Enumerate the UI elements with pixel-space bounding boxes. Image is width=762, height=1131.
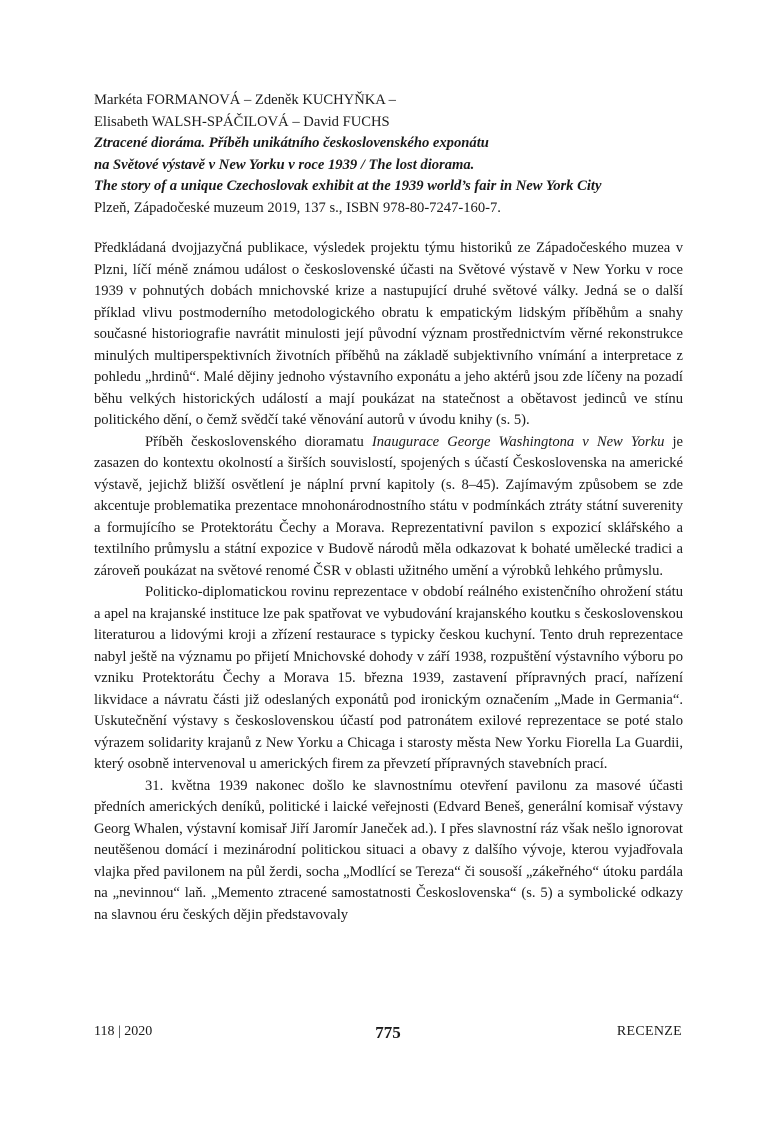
paragraph-1: Předkládaná dvojjazyčná publikace, výsledek projektu týmu historiků ze Západočeského muzea v Plzni, líčí méně známou událost o československé účasti na Světové výstavě v New Yorku v roce 1939 v pohnutých dobách mnichovské krize a nastupující druhé světové války. Jedná se o další příklad vlivu postmoderního metodologického obratu k empatickým lidským příběhům a snahy současné historiografie navrátit minulosti její původní význam prostřednictvím věrné rekonstrukce minulých multiperspektivních životních příběhů na základě subjektivního vnímání a interpretace z pohledu „hrdinů“. Malé dějiny jednoho výstavního exponátu a jeho aktérů jsou zde líčeny na pozadí běhu velkých historických událostí a mají poukázat na statečnost a obětavost jedinců ve stínu politického dění, o čemž svědčí také věnování autorů v úvodu knihy (s. 5). bbox=[94, 240, 683, 428]
page-number: 775 bbox=[375, 1023, 401, 1042]
journal-volume: 118 | 2020 bbox=[94, 1024, 153, 1039]
book-title-line-1: Ztracené dioráma. Příběh unikátního československého exponátu bbox=[94, 135, 489, 152]
paragraph-4: 31. května 1939 nakonec došlo ke slavnostnímu otevření pavilonu za masové účasti předních amerických deníků, politické i laické veřejnosti (Edvard Beneš, generální komisař výstavy Georg Whalen, výstavní komisař Jiří Jaromír Janeček ad.). I přes slavnostní ráz však nešlo ignorovat neutěšenou domácí i mezinárodní politickou situaci a obavy z dalšího vývoje, kterou vyjadřovala vlajka před pavilonem na půl žerdi, socha „Modlící se Tereza“ či sousoší „zákeřného“ útoku pardála na „nevinnou“ laň. „Memento ztracené samostatnosti Československa“ (s. 5) a symbolické odkazy na slavnou éru českých dějin představovaly bbox=[94, 777, 683, 923]
review-body bbox=[94, 238, 683, 926]
book-title-line-3: The story of a unique Czechoslovak exhibit at the 1939 world’s fair in New York City bbox=[94, 178, 602, 195]
diorama-title: Inaugurace George Washingtona v New Yorku bbox=[371, 433, 665, 450]
section-label: RECENZE bbox=[616, 1024, 682, 1039]
paragraph-2 bbox=[94, 432, 683, 583]
paragraph-3: Politicko-diplomatickou rovinu reprezentace v období reálného existenčního ohrožení státu a apel na krajanské instituce lze pak spatřovat ve vybudování krajanského koutku s československou literaturou a lidovými kroji a zřízení restaurace s typicky českou kuchyní. Tento druh reprezentace nabyl ještě na významu po přijetí Mnichovské dohody v září 1938, rozpuštění výstavního výboru po vzniku Protektorátu Čechy a Morava 15. března 1939, zastavení přípravných prací, nařízení likvidace a návratu části již odeslaných exponátů pod ironickým označením „Made in Germania“. Uskutečnění výstavy s československou účastí pod patronátem exilové reprezentace se poté stalo výrazem solidarity krajanů z New Yorku a Chicaga i starosty města New Yorku Fiorella La Guardii, který osobně intervenoval u amerických firem za převzetí přípravných stavebních prací. bbox=[94, 584, 683, 772]
authors-line-2: Elisabeth WALSH-SPÁČILOVÁ – David FUCHS bbox=[94, 113, 390, 130]
publication-info: Plzeň, Západočeské muzeum 2019, 137 s., ISBN 978-80-7247-160-7. bbox=[94, 199, 501, 216]
paragraph-2-rest: je zasazen do kontextu okolností a širších souvislostí, spojených s účastí Československa na americké výstavě, jejichž bližší osvětlení je náplní první kapitoly (s. 8–45). Zajímavým způsobem se zde akcentuje problematika prezentace mnohonárodnostního státu v podmínkách ztráty státní suverenity a formujícího se Protektorátu Čechy a Morava. Reprezentativní pavilon s expozicí sklářského a textilního průmyslu a státní expozice v Budově národů měla odkazovat k bohaté umělecké tradici a zároveň poukázat na světové renomé ČSR v oblasti užitného umění a výrobků lehkého průmyslu. bbox=[94, 433, 683, 579]
book-title-line-2: na Světové výstavě v New Yorku v roce 1939 / The lost diorama. bbox=[94, 156, 475, 173]
bibliographic-header bbox=[94, 90, 684, 220]
page-footer bbox=[94, 1024, 682, 1048]
authors-line-1: Markéta FORMANOVÁ – Zdeněk KUCHYŇKA – bbox=[94, 92, 396, 108]
paragraph-2-start: Příběh československého dioramatu bbox=[145, 433, 372, 450]
